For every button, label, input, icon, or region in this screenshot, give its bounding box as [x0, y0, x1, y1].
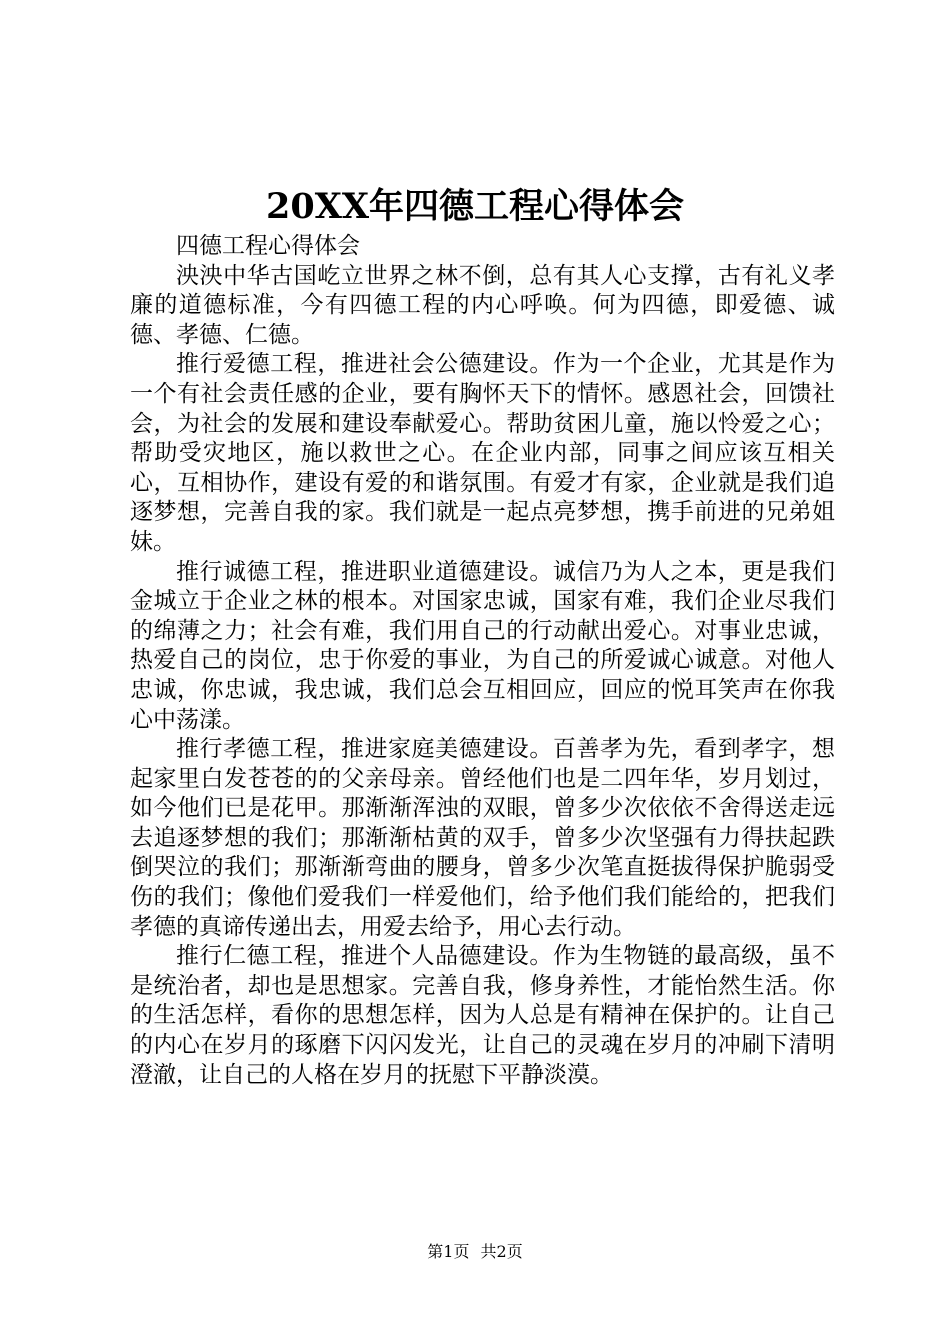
- page-number-current: 第1页: [427, 1242, 470, 1261]
- honesty-virtue-paragraph: 推行诚德工程，推进职业道德建设。诚信乃为人之本，更是我们金城立于企业之林的根本。对国家忠诚，国家有难，我们企业尽我们的绵薄之力；社会有难，我们用自己的行动献出爱心。对事业忠诚，热爱自己的岗位，忠于你爱的事业，为自己的所爱诚心诚意。对他人忠诚，你忠诚，我忠诚，我们总会互相回应，回应的悦耳笑声在你我心中荡漾。: [130, 558, 835, 733]
- intro-paragraph: 泱泱中华古国屹立世界之林不倒，总有其人心支撑，古有礼义孝廉的道德标准，今有四德工程的内心呼唤。何为四德，即爱德、诚德、孝德、仁德。: [130, 262, 835, 348]
- benevolence-virtue-paragraph: 推行仁德工程，推进个人品德建设。作为生物链的最高级，虽不是统治者，却也是思想家。完善自我，修身养性，才能怡然生活。你的生活怎样，看你的思想怎样，因为人总是有精神在保护的。让自己的内心在岁月的琢磨下闪闪发光，让自己的灵魂在岁月的冲刷下清明澄澈，让自己的人格在岁月的抚慰下平静淡漠。: [130, 943, 835, 1088]
- document-title: 20XX年四德工程心得体会: [265, 186, 685, 227]
- document-body: [130, 232, 835, 1090]
- page-number-total: 共2页: [480, 1242, 523, 1261]
- page-footer: [0, 1241, 950, 1263]
- filial-virtue-paragraph: 推行孝德工程，推进家庭美德建设。百善孝为先，看到孝字，想起家里白发苍苍的的父亲母亲。曾经他们也是二四年华，岁月划过，如今他们已是花甲。那渐渐浑浊的双眼，曾多少次依依不舍得送走远去追逐梦想的我们；那渐渐枯黄的双手，曾多少次坚强有力得扶起跌倒哭泣的我们；那渐渐弯曲的腰身，曾多少次笔直挺拔得保护脆弱受伤的我们；像他们爱我们一样爱他们，给予他们我们能给的，把我们孝德的真谛传递出去，用爱去给予，用心去行动。: [130, 736, 835, 940]
- love-virtue-paragraph: 推行爱德工程，推进社会公德建设。作为一个企业，尤其是作为一个有社会责任感的企业，要有胸怀天下的情怀。感恩社会，回馈社会，为社会的发展和建设奉献爱心。帮助贫困儿童，施以怜爱之心；帮助受灾地区，施以救世之心。在企业内部，同事之间应该互相关心，互相协作，建设有爱的和谐氛围。有爱才有家，企业就是我们追逐梦想，完善自我的家。我们就是一起点亮梦想，携手前进的兄弟姐妹。: [130, 351, 835, 555]
- subtitle-paragraph: 四德工程心得体会: [176, 233, 360, 259]
